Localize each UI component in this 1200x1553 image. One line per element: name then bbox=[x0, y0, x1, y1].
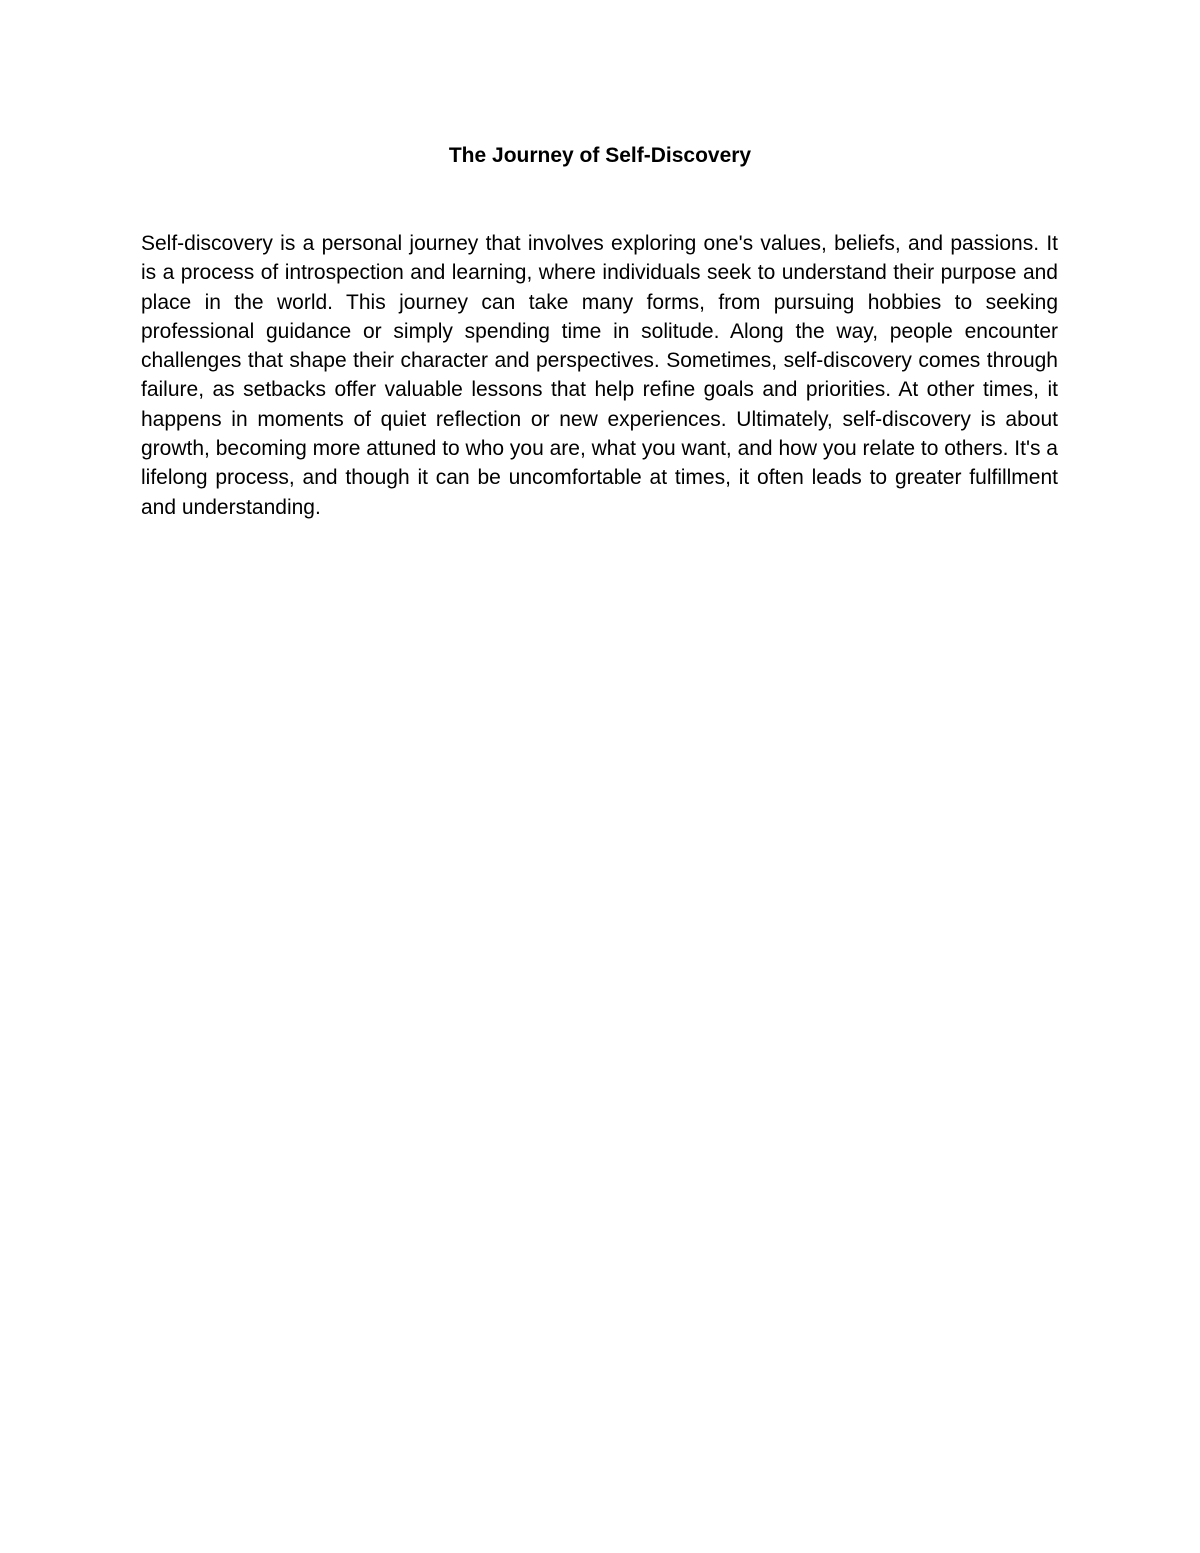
document-body-paragraph: Self-discovery is a personal journey that involves exploring one's values, beliefs, and passions. It is a process of introspection and learning, where individuals seek to understand their purpose and place in the world. This journey can take many forms, from pursuing hobbies to seeking professional guidance or simply spending time in solitude. Along the way, people encounter challenges that shape their character and perspectives. Sometimes, self-discovery comes through failure, as setbacks offer valuable lessons that help refine goals and priorities. At other times, it happens in moments of quiet reflection or new experiences. Ultimately, self-discovery is about growth, becoming more attuned to who you are, what you want, and how you relate to others. It's a lifelong process, and though it can be uncomfortable at times, it often leads to greater fulfillment and understanding. bbox=[141, 232, 1058, 519]
document-title: The Journey of Self-Discovery bbox=[448, 144, 752, 167]
